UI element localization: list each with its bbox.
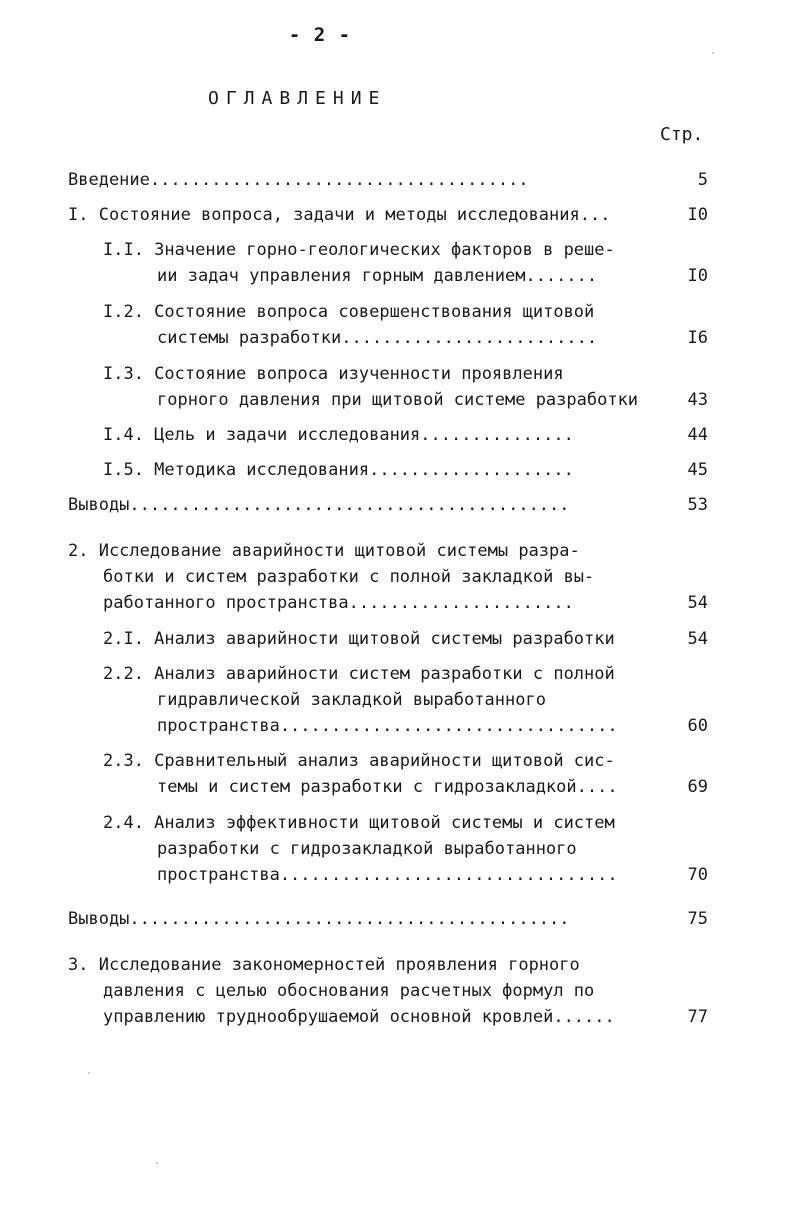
toc-entry-1-5: I.5. Методика исследования.................... (103, 460, 574, 480)
toc-page-number: 54 (687, 593, 708, 613)
toc-entry-1-2: I.2. Состояние вопроса совершенствования щитовой (103, 302, 595, 322)
toc-page-number: 5 (697, 170, 708, 190)
page-number: - 2 - (288, 24, 352, 46)
toc-title: ОГЛАВЛЕНИЕ (208, 88, 387, 109)
page-column-header: Стр. (660, 124, 704, 145)
toc-page-number: I0 (687, 266, 708, 286)
toc-entry-conclusions-1: Выводы........................................... (68, 495, 570, 515)
toc-entry-chapter-2: 2. Исследование аварийности щитовой системы разра- (68, 541, 580, 561)
toc-entry-2-4-cont: разработки с гидрозакладкой выработанного (157, 839, 577, 859)
toc-entry-2-3-cont: темы и систем разработки с гидрозакладкой.... (157, 777, 618, 797)
toc-entry-1-1: I.I. Значение горно-геологических факторов в реше- (103, 240, 615, 260)
toc-entry-conclusions-2: Выводы........................................... (68, 909, 570, 929)
toc-page-number: 43 (687, 390, 708, 410)
toc-entry-chapter-3-cont: управлению труднообрушаемой основной кровлей...... (103, 1007, 615, 1027)
toc-page-number: 53 (687, 495, 708, 515)
toc-entry-2-2: 2.2. Анализ аварийности систем разработки с полной (103, 664, 615, 684)
toc-entry-2-1: 2.I. Анализ аварийности щитовой системы разработки (103, 629, 615, 649)
scan-speck (712, 52, 714, 54)
scan-speck (156, 1162, 158, 1164)
toc-entry-chapter-2-cont: ботки и систем разработки с полной закладкой вы- (103, 567, 595, 587)
toc-entry-intro: Введение..................................... (68, 170, 529, 190)
toc-entry-chapter-2-cont: работанного пространства...................... (103, 593, 574, 613)
toc-page-number: I6 (687, 328, 708, 348)
toc-entry-1-3-cont: горного давления при щитовой системе разработки (157, 390, 639, 410)
toc-entry-2-4-cont: пространства................................. (157, 865, 618, 885)
toc-entry-2-4: 2.4. Анализ эффективности щитовой системы и систем (103, 813, 615, 833)
scan-speck (88, 1072, 90, 1074)
toc-page-number: 69 (687, 777, 708, 797)
toc-page-number: 75 (687, 909, 708, 929)
toc-entry-2-2-cont: гидравлической закладкой выработанного (157, 690, 546, 710)
toc-page-number: I0 (687, 205, 708, 225)
toc-entry-1-4: I.4. Цель и задачи исследования............... (103, 425, 574, 445)
toc-page-number: 44 (687, 425, 708, 445)
toc-entry-2-2-cont: пространства................................. (157, 716, 618, 736)
toc-page-number: 70 (687, 865, 708, 885)
toc-entry-2-3: 2.3. Сравнительный анализ аварийности щитовой сис- (103, 751, 615, 771)
toc-entry-chapter-3-cont: давления с целью обоснования расчетных формул по (103, 981, 595, 1001)
toc-page-number: 60 (687, 716, 708, 736)
toc-page-number: 54 (687, 629, 708, 649)
toc-entry-chapter-3: 3. Исследование закономерностей проявления горного (68, 955, 580, 975)
toc-entry-1-3: I.3. Состояние вопроса изученности проявления (103, 364, 564, 384)
toc-entry-1-2-cont: системы разработки......................... (157, 328, 598, 348)
toc-entry-chapter-1: I. Состояние вопроса, задачи и методы исследования... (68, 205, 611, 225)
toc-page-number: 77 (687, 1007, 708, 1027)
toc-page-number: 45 (687, 460, 708, 480)
toc-entry-1-1-cont: ии задач управления горным давлением....... (157, 266, 598, 286)
